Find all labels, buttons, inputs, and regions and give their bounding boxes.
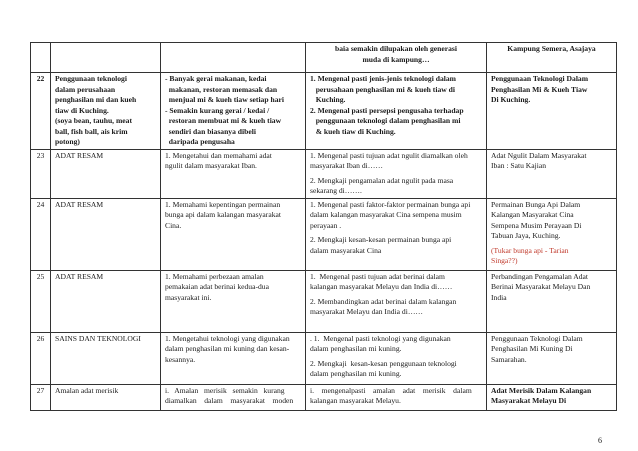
table-row <box>31 384 617 410</box>
topic-cell: ADAT RESAM <box>51 270 161 332</box>
topic-cell: ADAT RESAM <box>51 198 161 270</box>
objectives-cell: 1. Mengenal pasti tujuan adat berinai dalam kalangan masyarakat Melayu dan India di…… 2. Membandingkan adat berinai dalam kalangan masyarakat Melayu dan India di…… <box>306 270 487 332</box>
revision-note: (Tukar bunga api - Tarian <box>491 245 569 255</box>
research-topics-table <box>30 42 617 411</box>
topic-cell: Amalan adat merisik <box>51 384 161 410</box>
table-row <box>31 198 617 270</box>
table-row <box>31 332 617 384</box>
revision-note: Singa??) <box>491 256 518 265</box>
page-number: 6 <box>598 436 602 445</box>
title-cell: Adat Ngulit Dalam Masyarakat Iban : Satu Kajian <box>487 149 617 198</box>
objectives-cell: . 1. Mengenal pasti teknologi yang digunakan dalam penghasilan mi kuning. 2. Mengkaji kesan-kesan penggunaan teknologi dalam penghasilan mi kuning. <box>306 332 487 384</box>
problem-cell: 1. Mengetahui teknologi yang digunakan dalam penghasilan mi kuning dan kesan- kesannya. <box>161 332 306 384</box>
problem-cell: 1. Memahami kepentingan permainan bunga api dalam kalangan masyarakat Cina. <box>161 198 306 270</box>
problem-cell: 1. Memahami perbezaan amalan pemakaian adat berinai kedua-dua masyarakat ini. <box>161 270 306 332</box>
title-cell: Adat Merisik Dalam Kalangan Masyarakat Melayu Di <box>487 384 617 410</box>
title-cell: Penggunaan Teknologi Dalam Penghasilan Mi Kuning Di Samarahan. <box>487 332 617 384</box>
table-row <box>31 270 617 332</box>
title-cell: Penggunaan Teknologi Dalam Penghasilan Mi & Kueh Tiaw Di Kuching. <box>487 73 617 150</box>
table-row-continued <box>31 43 617 73</box>
topic-cell: ADAT RESAM <box>51 149 161 198</box>
objectives-cell: 1. Mengenal pasti tujuan adat ngulit diamalkan oleh masyarakat Iban di…… 2. Mengkaji pengamalan adat ngulit pada masa sekarang di……. <box>306 149 487 198</box>
title-cell: Kampung Semera, Asajaya <box>487 43 617 73</box>
title-cell: Permainan Bunga Api Dalam Kalangan Masyarakat Cina Sempena Musim Perayaan Di Tabuan Jaya, Kuching. (Tukar bunga api - Tarian Singa??) <box>487 198 617 270</box>
row-number: 25 <box>31 270 51 332</box>
row-number: 26 <box>31 332 51 384</box>
row-number: 22 <box>31 73 51 150</box>
topic-cell: Penggunaan teknologi dalam perusahaan penghasilan mi dan kueh tiaw di Kuching. (soya bean, tauhu, meat ball, fish ball, ais krim potong) <box>51 73 161 150</box>
table-row <box>31 73 617 150</box>
row-number: 27 <box>31 384 51 410</box>
objectives-cell: 1. Mengenal pasti jenis-jenis teknologi dalam perusahaan penghasilan mi & kueh tiaw di Kuching. 2. Mengenal pasti persepsi pengusaha terhadap penggunaan teknologi dalam penghasilan mi & kueh tiaw di Kuching. <box>306 73 487 150</box>
table-row <box>31 149 617 198</box>
topic-cell: SAINS DAN TEKNOLOGI <box>51 332 161 384</box>
objectives-cell: baia semakin dilupakan oleh generasi muda di kampung… <box>306 43 487 73</box>
problem-cell: - Banyak gerai makanan, kedai makanan, restoran memasak dan menjual mi & kueh tiaw setiap hari - Semakin kurang gerai / kedai / restoran membuat mi & kueh tiaw sendiri dan biasanya dibeli daripada pengusaha <box>161 73 306 150</box>
title-cell: Perbandingan Pengamalan Adat Berinai Masyarakat Melayu Dan India <box>487 270 617 332</box>
row-number: 24 <box>31 198 51 270</box>
row-number: 23 <box>31 149 51 198</box>
objectives-cell: 1. Mengenal pasti faktor-faktor permainan bunga api dalam kalangan masyarakat Cina sempena musim perayaan . 2. Mengkaji kesan-kesan permainan bunga api dalam masyarakat Cina <box>306 198 487 270</box>
objectives-cell: i. mengenalpasti amalan adat merisik dalam kalangan masyarakat Melayu. <box>306 384 487 410</box>
problem-cell: 1. Mengetahui dan memahami adat ngulit dalam masyarakat Iban. <box>161 149 306 198</box>
problem-cell: i. Amalan merisik semakin kurang diamalkan dalam masyarakat moden <box>161 384 306 410</box>
